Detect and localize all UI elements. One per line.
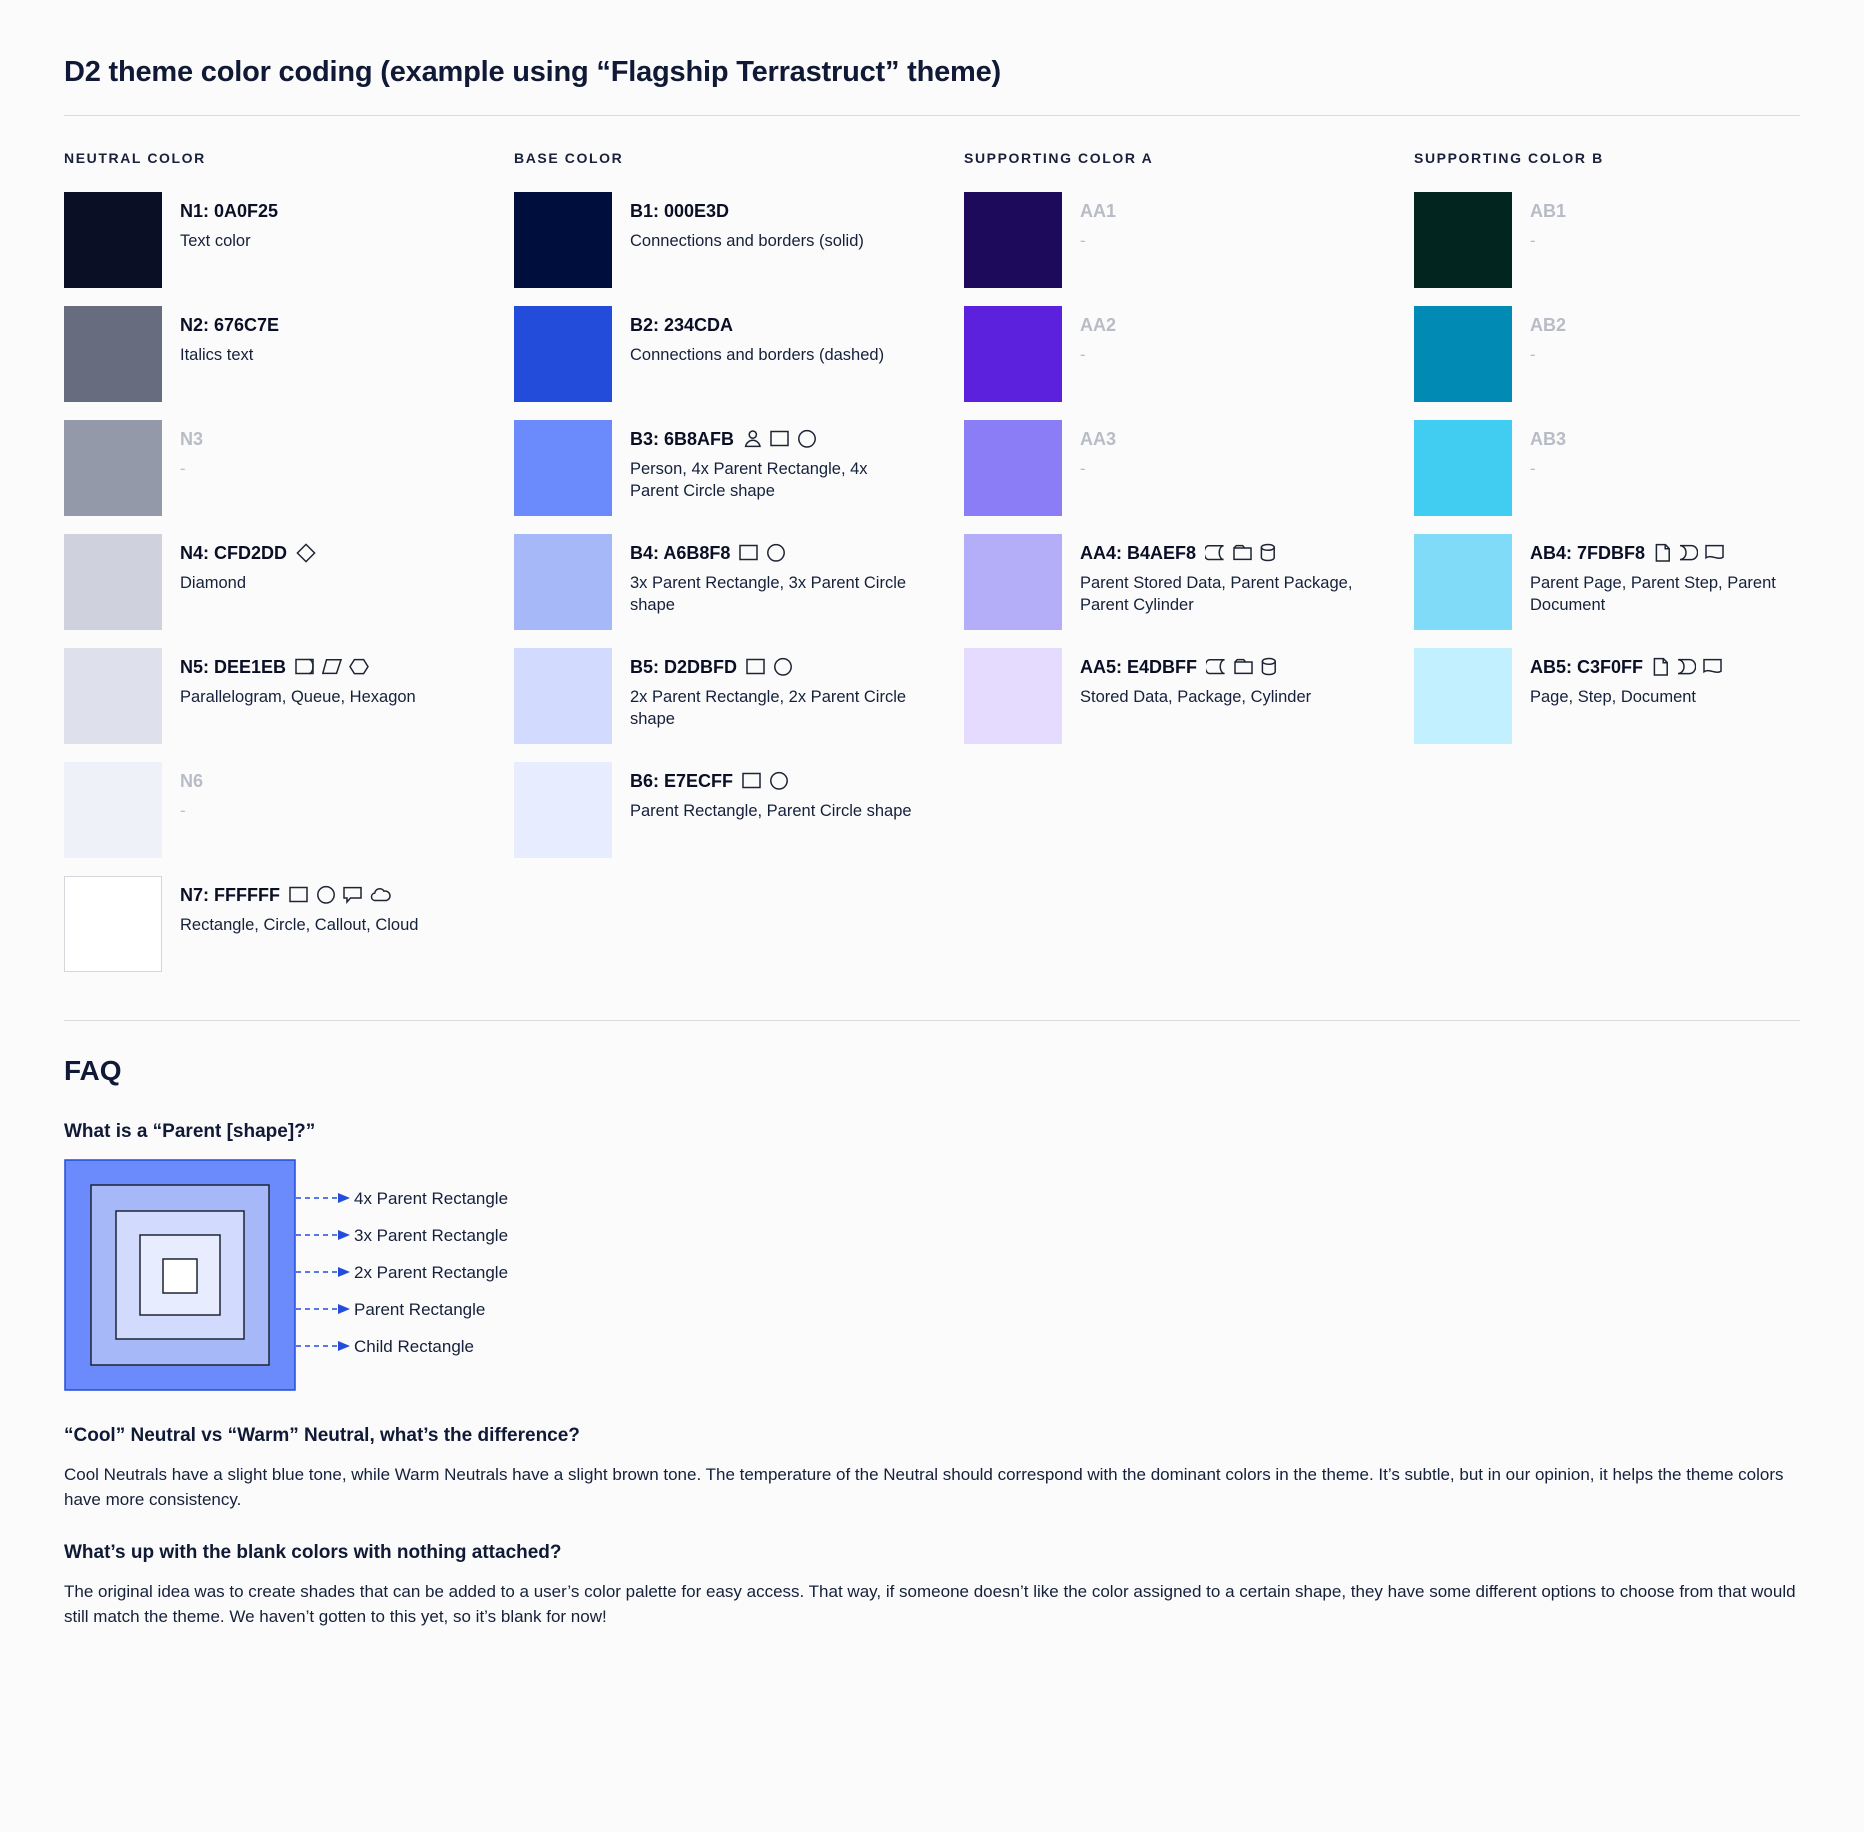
swatch-text [180,762,203,822]
color-swatch [514,192,612,288]
faq-divider [64,1020,1800,1021]
diamond-icon [296,543,316,563]
swatch-description: Diamond [180,573,247,592]
color-swatch [964,192,1062,288]
swatch-description: Italics text [180,345,254,364]
color-swatch [964,534,1062,630]
swatch-row [964,420,1414,516]
swatch-description: Stored Data, Package, Cylinder [1080,687,1312,706]
swatch-label [180,428,203,451]
swatch-label [180,770,203,793]
callout-icon [343,885,363,905]
shape-icon-group [742,771,789,791]
swatch-text [180,420,203,480]
swatch-text [630,762,912,822]
swatch-description: - [1530,231,1536,250]
swatch-row [64,534,514,630]
rectangle-icon [770,429,790,449]
nest-label-0: 4x Parent Rectangle [354,1189,509,1208]
color-swatch [1414,534,1512,630]
swatch-row [964,192,1414,288]
color-swatch [964,648,1062,744]
swatch-code: N1: 0A0F25 [180,201,279,221]
swatch-code: AA4: B4AEF8 [1080,543,1197,563]
nest-label-1: 3x Parent Rectangle [354,1226,509,1245]
shape-icon-group [743,429,817,449]
swatch-label [1080,656,1311,679]
faq-heading: FAQ [64,1055,122,1086]
color-swatch [1414,192,1512,288]
title-divider [64,115,1800,116]
swatch-description: Page, Step, Document [1530,687,1697,706]
faq-answer-3: The original idea was to create shades that can be added to a user’s color palette for easy access. That way, if someone doesn’t like the color assigned to a certain shape, they have some different options to choose from that would still match the theme. We haven’t gotten to this yet, so it’s blank for now! [64,1582,1796,1626]
stored-data-icon [1205,543,1226,563]
shape-icon-group [295,657,370,677]
swatch-label [630,770,912,793]
parallelogram-icon [322,657,342,677]
swatch-label [1080,542,1370,565]
circle-icon [769,771,789,791]
swatch-code: B5: D2DBFD [630,657,738,677]
swatch-text [180,306,279,366]
step-icon [1679,543,1698,563]
shape-icon-group [289,885,391,905]
rectangle-icon [746,657,766,677]
swatch-description: - [1080,345,1086,364]
swatch-code: B6: E7ECFF [630,771,734,791]
rectangle-icon [739,543,759,563]
swatch-description: Parent Rectangle, Parent Circle shape [630,801,912,820]
column-header: SUPPORTING COLOR A [964,150,1154,166]
swatch-description: 2x Parent Rectangle, 2x Parent Circle shape [630,687,907,728]
swatch-label [630,542,920,565]
swatch-row [964,534,1414,630]
swatch-description: - [180,801,186,820]
swatch-description: Parent Stored Data, Parent Package, Parent Cylinder [1080,573,1353,614]
swatch-row [1414,648,1864,744]
faq-question-3: What’s up with the blank colors with nothing attached? [64,1542,562,1564]
page-icon [1652,657,1670,677]
swatch-row [1414,420,1864,516]
color-swatch [514,534,612,630]
swatch-row [1414,534,1864,630]
color-column-2 [514,150,964,990]
swatch-label [630,314,884,337]
color-swatch [514,306,612,402]
swatch-text [630,534,920,616]
swatch-description: Parallelogram, Queue, Hexagon [180,687,416,706]
column-header: NEUTRAL COLOR [64,150,206,166]
swatch-row [64,762,514,858]
circle-icon [316,885,336,905]
nested-rectangles [64,1159,296,1391]
queue-icon [295,657,315,677]
swatch-code: AB2 [1530,315,1567,335]
shape-icon-group [1652,657,1723,677]
color-swatch [64,876,162,972]
swatch-text [630,192,864,252]
step-icon [1677,657,1696,677]
nest-label-3: Parent Rectangle [354,1300,486,1319]
nest-label-2: 2x Parent Rectangle [354,1263,509,1282]
cloud-icon [370,885,391,905]
swatch-label [1530,314,1566,337]
swatch-description: 3x Parent Rectangle, 3x Parent Circle shape [630,573,907,614]
swatch-text [630,648,920,730]
swatch-text [630,420,920,502]
nested-rectangles-svg [64,1159,296,1391]
rectangle-icon [289,885,309,905]
color-swatch [64,762,162,858]
swatch-label [180,200,278,223]
swatch-label [180,542,316,565]
swatch-row [514,762,964,858]
swatch-description: - [1080,459,1086,478]
swatch-description: Connections and borders (solid) [630,231,864,250]
color-swatch [64,534,162,630]
swatch-label [1530,542,1820,565]
swatch-label [1080,428,1116,451]
swatch-code: AA3 [1080,429,1117,449]
nest-label-4: Child Rectangle [354,1337,475,1356]
swatch-description: - [180,459,186,478]
swatch-row [514,420,964,516]
swatch-code: N2: 676C7E [180,315,280,335]
swatch-row [514,192,964,288]
package-icon [1233,543,1253,563]
color-columns [64,150,1800,990]
swatch-row [514,306,964,402]
page-title: D2 theme color coding (example using “Flagship Terrastruct” theme) [64,56,1002,88]
swatch-text [1530,420,1566,480]
color-swatch [64,306,162,402]
swatch-label [180,656,416,679]
swatch-row [964,648,1414,744]
swatch-row [64,876,514,972]
color-column-3 [964,150,1414,990]
swatch-row [64,648,514,744]
swatch-label [1080,200,1116,223]
swatch-text [180,192,278,252]
swatch-code: B3: 6B8AFB [630,429,735,449]
swatch-label [180,314,279,337]
swatch-code: B2: 234CDA [630,315,734,335]
swatch-code: N6 [180,771,204,791]
color-swatch [514,420,612,516]
document-icon [1703,657,1723,677]
color-swatch [1414,306,1512,402]
swatch-text [180,534,316,594]
swatch-description: Rectangle, Circle, Callout, Cloud [180,915,419,934]
cylinder-icon [1260,543,1277,563]
color-swatch [514,648,612,744]
swatch-description: Person, 4x Parent Rectangle, 4x Parent Circle shape [630,459,868,500]
color-swatch [1414,648,1512,744]
swatch-row [1414,306,1864,402]
swatch-label [1530,428,1566,451]
swatch-row [1414,192,1864,288]
color-swatch [64,648,162,744]
swatch-description: - [1530,345,1536,364]
page-icon [1654,543,1672,563]
swatch-description: Connections and borders (dashed) [630,345,885,364]
faq-answer-2: Cool Neutrals have a slight blue tone, while Warm Neutrals have a slight brown tone. The temperature of the Neutral should correspond with the dominant colors in the theme. It’s subtle, but in our opinion, it helps the theme colors have more consistency. [64,1465,1784,1509]
swatch-code: AB1 [1530,201,1567,221]
shape-icon-group [296,543,316,563]
swatch-text [180,648,416,708]
shape-icon-group [1654,543,1725,563]
swatch-text [1530,192,1566,252]
circle-icon [766,543,786,563]
swatch-row [64,420,514,516]
shape-icon-group [739,543,786,563]
swatch-code: AA5: E4DBFF [1080,657,1198,677]
hexagon-icon [349,657,370,677]
swatch-code: N5: DEE1EB [180,657,287,677]
swatch-description: - [1080,231,1086,250]
circle-icon [797,429,817,449]
swatch-code: AB3 [1530,429,1567,449]
swatch-code: AB4: 7FDBF8 [1530,543,1646,563]
column-header: BASE COLOR [514,150,624,166]
swatch-label [630,200,864,223]
swatch-label [180,884,418,907]
swatch-label [1530,656,1723,679]
package-icon [1234,657,1254,677]
swatch-text [1080,420,1116,480]
swatch-row [514,648,964,744]
parent-shape-diagram [64,1159,1800,1391]
swatch-label [1080,314,1116,337]
shape-icon-group [746,657,793,677]
rectangle-icon [742,771,762,791]
swatch-text [1080,192,1116,252]
swatch-text [1530,648,1723,708]
swatch-text [1530,306,1566,366]
column-header: SUPPORTING COLOR B [1414,150,1604,166]
stored-data-icon [1206,657,1227,677]
color-swatch [64,192,162,288]
swatch-text [1080,534,1370,616]
cylinder-icon [1261,657,1278,677]
document-icon [1705,543,1725,563]
swatch-row [64,306,514,402]
shape-icon-group [1205,543,1277,563]
nested-rectangle-labels [296,1159,696,1391]
swatch-text [180,876,418,936]
swatch-text [1080,648,1311,708]
swatch-code: AA2 [1080,315,1117,335]
swatch-description: Text color [180,231,251,250]
color-swatch [964,306,1062,402]
swatch-row [964,306,1414,402]
swatch-code: B4: A6B8F8 [630,543,731,563]
color-swatch [1414,420,1512,516]
swatch-code: N4: CFD2DD [180,543,288,563]
color-column-4 [1414,150,1864,990]
swatch-text [630,306,884,366]
swatch-text [1080,306,1116,366]
swatch-code: AB5: C3F0FF [1530,657,1644,677]
color-column-1 [64,150,514,990]
swatch-row [64,192,514,288]
color-swatch [64,420,162,516]
person-icon [743,429,763,449]
faq-question-2: “Cool” Neutral vs “Warm” Neutral, what’s the difference? [64,1425,580,1446]
color-swatch [514,762,612,858]
swatch-description: - [1530,459,1536,478]
swatch-text [1530,534,1820,616]
swatch-code: N7: FFFFFF [180,885,280,905]
swatch-description: Parent Page, Parent Step, Parent Document [1530,573,1776,614]
shape-icon-group [1206,657,1278,677]
swatch-code: B1: 000E3D [630,201,730,221]
circle-icon [773,657,793,677]
swatch-label [630,428,920,451]
swatch-code: AA1 [1080,201,1117,221]
swatch-label [630,656,920,679]
color-swatch [964,420,1062,516]
swatch-label [1530,200,1566,223]
swatch-row [514,534,964,630]
faq-question-1: What is a “Parent [shape]?” [64,1121,316,1142]
swatch-code: N3 [180,429,204,449]
